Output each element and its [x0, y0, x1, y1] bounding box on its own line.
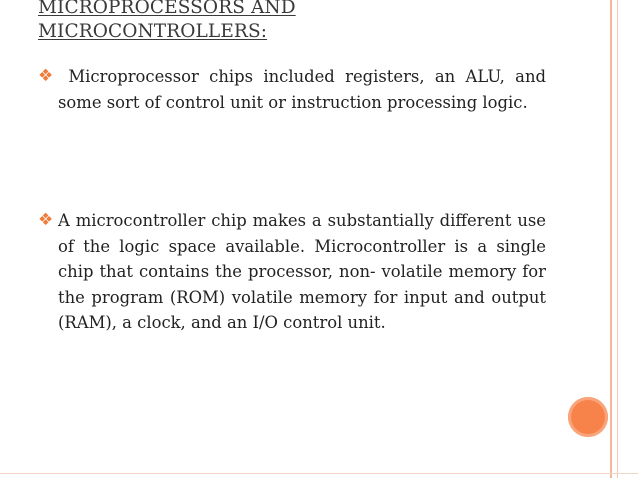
diamond-bullet-icon: ❖: [38, 210, 54, 230]
slide-title-line-2: MICROCONTROLLERS:: [38, 21, 268, 42]
slide-title-line-1: MICROPROCESSORS AND: [38, 0, 296, 18]
diamond-bullet-icon: ❖: [38, 66, 54, 86]
bullet-text: A microcontroller chip makes a substantially different use of the logic space available. Microcontroller is a single chip that contains the processor, non- volatile memory for the program (ROM) volatile memory for input and output (RAM), a clock, and an I/O control unit.: [58, 211, 546, 332]
orange-circle-decoration: [568, 397, 608, 437]
slide-title: [38, 0, 458, 44]
right-border-line-inner: [617, 0, 618, 478]
bottom-border-line: [0, 473, 638, 474]
right-border-line: [610, 0, 612, 478]
bullet-text: Microprocessor chips included registers, an ALU, and some sort of control unit or instruction processing logic.: [58, 67, 546, 112]
